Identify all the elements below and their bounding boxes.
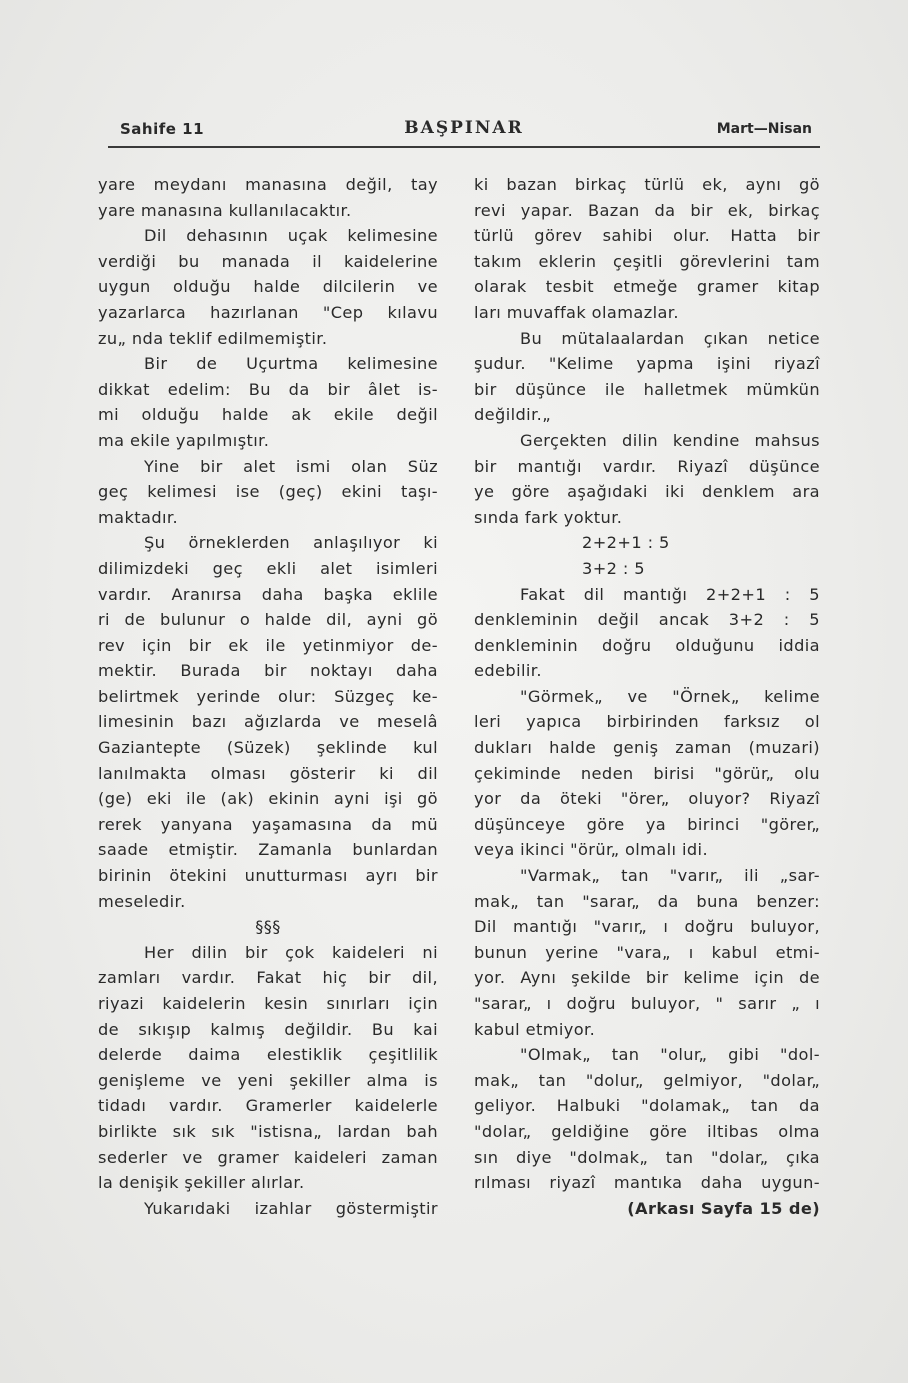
publication-title: BAŞPINAR: [404, 118, 524, 138]
text-line: "Olmak„ tan "olur„ gibi "dol-: [520, 1045, 820, 1065]
text-line: meseledir.: [98, 891, 186, 911]
text-line: genişleme ve yeni şekiller alma is: [98, 1070, 438, 1090]
text-line: maktadır.: [98, 507, 179, 527]
text-line: sederler ve gramer kaideleri zaman: [98, 1147, 438, 1167]
text-line: değildir.„: [474, 405, 551, 425]
text-line: edebilir.: [474, 661, 542, 681]
text-line: de sıkışıp kalmış değildir. Bu kai: [98, 1019, 438, 1039]
text-line: Bir de Uçurtma kelimesine: [144, 354, 438, 374]
text-line: yor da öteki "örer„ oluyor? Riyazî: [474, 789, 820, 809]
text-line: dikkat edelim: Bu da bir âlet is-: [98, 379, 438, 399]
text-line: vardır. Aranırsa daha başka eklile: [98, 584, 438, 604]
left-column: [98, 172, 438, 1221]
text-line: bir mantığı vardır. Riyazî düşünce: [474, 456, 820, 476]
text-line: delerde daima elestiklik çeşitlilik: [98, 1045, 438, 1065]
text-line: la denişik şekiller alırlar.: [98, 1173, 305, 1193]
text-line: "dolar„ geldiğine göre iltibas olma: [474, 1121, 820, 1141]
page-number: Sahife 11: [120, 120, 205, 138]
text-line: belirtmek yerinde olur: Süzgeç ke-: [98, 686, 438, 706]
right-column: [474, 172, 820, 1221]
text-line: takım eklerin çeşitli görevlerini tam: [474, 251, 820, 271]
text-line: yare manasına kullanılacaktır.: [98, 200, 352, 220]
page-header: [108, 118, 820, 144]
text-line: ye göre aşağıdaki iki denklem ara: [474, 482, 820, 502]
text-line: Yine bir alet ismi olan Süz: [144, 456, 438, 476]
text-line: zu„ nda teklif edilmemiştir.: [98, 328, 328, 348]
text-line: mi olduğu halde ak ekile değil: [98, 405, 438, 425]
text-line: Yukarıdaki izahlar göstermiştir: [144, 1198, 438, 1218]
text-line: olarak tesbit etmeğe gramer kitap: [474, 277, 820, 297]
text-line: Dil dehasının uçak kelimesine: [144, 226, 438, 246]
text-line: Her dilin bir çok kaideleri ni: [144, 942, 438, 962]
text-line: limesinin bazı ağızlarda ve meselâ: [98, 712, 438, 732]
text-line: revi yapar. Bazan da bir ek, birkaç: [474, 200, 820, 220]
text-line: Şu örneklerden anlaşılıyor ki: [144, 533, 438, 553]
text-line: şudur. "Kelime yapma işini riyazî: [474, 354, 820, 374]
text-line: sın diye "dolmak„ tan "dolar„ çıka: [474, 1147, 820, 1167]
text-line: yare meydanı manasına değil, tay: [98, 175, 438, 194]
text-line: Gerçekten dilin kendine mahsus: [520, 430, 820, 450]
text-line: yazarlarca hazırlanan "Cep kılavu: [98, 302, 438, 322]
text-line: mak„ tan "sarar„ da buna benzer:: [474, 891, 820, 911]
text-line: veya ikinci "örür„ olmalı idi.: [474, 840, 708, 860]
text-line: Dil mantığı "varır„ ı doğru buluyor,: [474, 917, 820, 937]
text-line: düşünceye göre ya birinci "görer„: [474, 814, 820, 834]
text-line: mak„ tan "dolur„ gelmiyor, "dolar„: [474, 1070, 820, 1090]
text-line: geç kelimesi ise (geç) ekini taşı-: [98, 482, 438, 502]
text-line: birlikte sık sık "istisna„ lardan bah: [98, 1121, 438, 1141]
text-line: ri de bulunur o halde dil, ayni gö: [98, 610, 438, 630]
text-line: saade etmiştir. Zamanla bunlardan: [98, 840, 438, 860]
text-line: çekiminde neden birisi "görür„ olu: [474, 763, 820, 783]
text-line: 2+2+1 : 5: [582, 533, 670, 553]
text-line: türlü görev sahibi olur. Hatta bir: [474, 226, 820, 246]
text-line: ma ekile yapılmıştır.: [98, 430, 270, 450]
text-line: geliyor. Halbuki "dolamak„ tan da: [474, 1096, 820, 1116]
text-line: bunun yerine "vara„ ı kabul etmi-: [474, 942, 820, 962]
text-line: verdiği bu manada il kaidelerine: [98, 251, 438, 271]
text-line: riyazi kaidelerin kesin sınırları için: [98, 994, 438, 1013]
text-line: denkleminin değil ancak 3+2 : 5: [474, 610, 820, 630]
text-line: ları muvaffak olamazlar.: [474, 302, 679, 322]
text-line: rerek yanyana yaşamasına da mü: [98, 814, 438, 834]
text-line: denkleminin doğru olduğunu iddia: [474, 635, 820, 655]
text-line: dilimizdeki geç ekli alet isimleri: [98, 558, 438, 578]
text-line: (Arkası Sayfa 15 de): [627, 1198, 820, 1218]
text-line: yor. Aynı şekilde bir kelime için de: [474, 968, 820, 988]
text-line: (ge) eki ile (ak) ekinin ayni işi gö: [98, 789, 438, 809]
text-line: uygun olduğu halde dilcilerin ve: [98, 277, 438, 297]
text-line: leri yapıca birbirinden farksız ol: [474, 712, 820, 732]
text-line: 3+2 : 5: [582, 558, 646, 578]
text-line: dukları halde geniş zaman (muzari): [474, 738, 820, 758]
text-line: birinin ötekini unutturması ayrı bir: [98, 866, 438, 886]
text-line: "Varmak„ tan "varır„ ili „sar-: [520, 866, 820, 886]
text-line: kabul etmiyor.: [474, 1019, 596, 1039]
text-line: Gaziantepte (Süzek) şeklinde kul: [98, 738, 438, 758]
text-line: Bu mütalaalardan çıkan netice: [520, 328, 820, 348]
text-line: ki bazan birkaç türlü ek, aynı gö: [474, 175, 820, 194]
text-line: sında fark yoktur.: [474, 507, 623, 527]
text-line: lanılmakta olması gösterir ki dil: [98, 763, 438, 783]
text-line: bir düşünce ile halletmek mümkün: [474, 379, 820, 399]
text-line: tidadı vardır. Gramerler kaidelerle: [98, 1096, 438, 1116]
text-line: Fakat dil mantığı 2+2+1 : 5: [520, 584, 820, 604]
text-line: zamları vardır. Fakat hiç bir dil,: [98, 968, 438, 988]
text-line: §§§: [255, 917, 281, 937]
text-line: rev için bir ek ile yetinmiyor de-: [98, 635, 438, 655]
text-line: "sarar„ ı doğru buluyor, " sarır „ ı: [474, 994, 820, 1013]
text-line: mektir. Burada bir noktayı daha: [98, 661, 438, 681]
issue-date: Mart—Nisan: [716, 121, 812, 137]
text-line: "Görmek„ ve "Örnek„ kelime: [520, 686, 820, 706]
header-rule: [108, 146, 820, 148]
text-line: rılması riyazî mantıka daha uygun-: [474, 1173, 820, 1193]
